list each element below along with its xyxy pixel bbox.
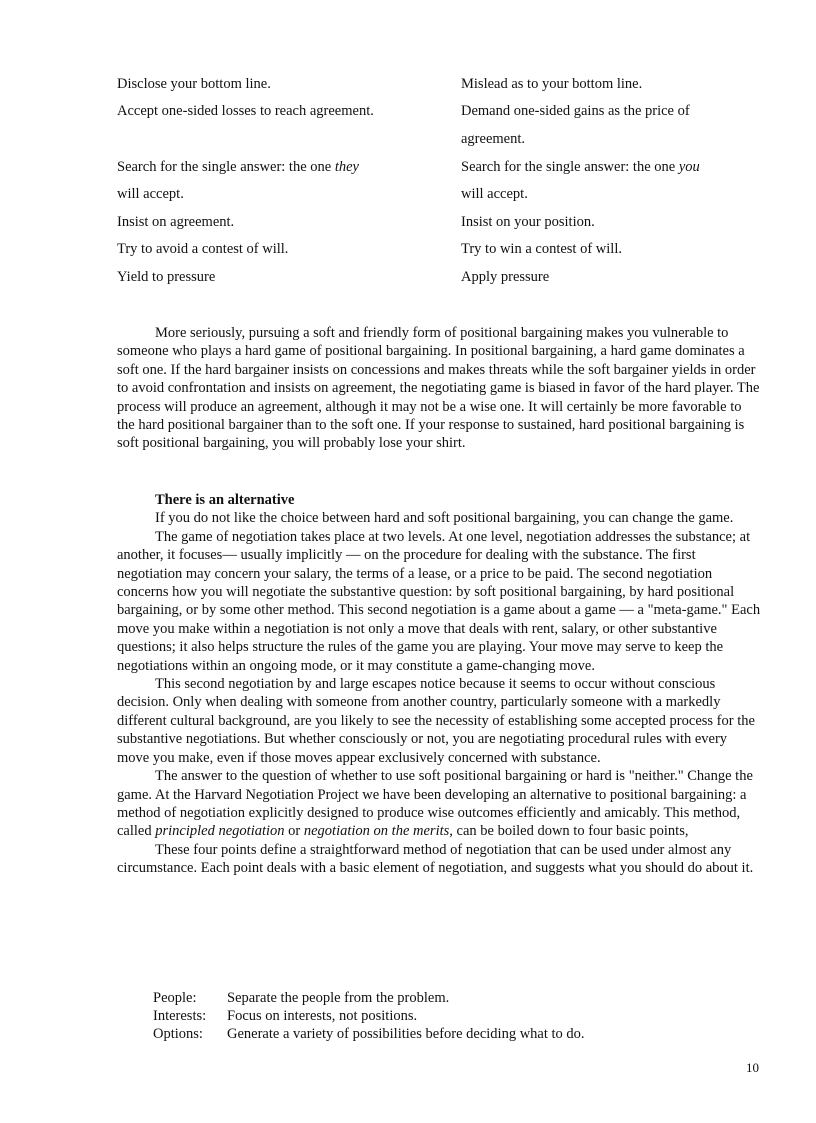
soft-cell: Disclose your bottom line. bbox=[117, 76, 271, 92]
hard-cell: Try to win a contest of will. bbox=[461, 241, 622, 257]
paragraph: If you do not like the choice between hard and soft positional bargaining, you can change the game. bbox=[155, 510, 734, 527]
emphasis-term: principled negotiation bbox=[155, 823, 285, 840]
hard-cell: Demand one-sided gains as the price of bbox=[461, 103, 690, 119]
page-number: 10 bbox=[746, 1060, 759, 1075]
list-item bbox=[153, 1007, 585, 1025]
soft-cell: Insist on agreement. bbox=[117, 214, 235, 230]
soft-cell bbox=[117, 154, 447, 181]
paragraph-text: or bbox=[284, 823, 304, 840]
hard-cell: Mislead as to your bottom line. bbox=[461, 76, 643, 92]
list-item bbox=[153, 989, 585, 1007]
principle-text: Separate the people from the problem. bbox=[227, 990, 450, 1006]
soft-cell: Try to avoid a contest of will. bbox=[117, 241, 289, 257]
comparison-row bbox=[117, 126, 737, 153]
list-item bbox=[153, 1025, 585, 1043]
principles-list bbox=[153, 989, 585, 1043]
principle-label: People: bbox=[153, 990, 197, 1006]
comparison-row bbox=[117, 236, 737, 263]
soft-cell-text: Search for the single answer: the one bbox=[117, 159, 335, 175]
principle-label: Options: bbox=[153, 1026, 203, 1042]
body-section bbox=[117, 491, 761, 878]
comparison-row bbox=[117, 209, 737, 236]
paragraph-text: The answer to the question of whether to use soft positional bargaining or hard is "neither." Change the game. At the Harvard Negotiation Project we have been developing an alternative to positional bargaining: a method of negotiation explicitly designed to produce wise outcomes efficiently and amicably. This method, called bbox=[117, 768, 753, 840]
hard-cell: Insist on your position. bbox=[461, 214, 595, 230]
paragraph bbox=[117, 767, 761, 841]
principle-text: Focus on interests, not positions. bbox=[227, 1008, 418, 1024]
soft-cell-emphasis: they bbox=[334, 159, 359, 175]
principle-text: Generate a variety of possibilities before deciding what to do. bbox=[227, 1026, 585, 1042]
paragraph-text: can be boiled down to four basic points, bbox=[452, 823, 689, 840]
comparison-row bbox=[117, 264, 737, 291]
hard-cell bbox=[461, 154, 751, 181]
soft-cell: Yield to pressure bbox=[117, 269, 216, 285]
section-heading: There is an alternative bbox=[155, 492, 295, 508]
comparison-row bbox=[117, 181, 737, 208]
soft-cell: Accept one-sided losses to reach agreement. bbox=[117, 103, 374, 119]
body-section bbox=[117, 324, 761, 453]
principle-label: Interests: bbox=[153, 1008, 207, 1024]
hard-cell: agreement. bbox=[461, 131, 526, 147]
paragraph: More seriously, pursuing a soft and friendly form of positional bargaining makes you vulnerable to someone who plays a hard game of positional bargaining. In positional bargaining, a hard game dominates a soft one. If the hard bargainer insists on concessions and makes threats while the soft bargainer yields in order to avoid confrontation and insists on agreement, the negotiating game is biased in favor of the hard player. The process will produce an agreement, although it may not be a wise one. It will certainly be more favorable to the hard positional bargainer than to the soft one. If your response to sustained, hard positional bargaining is soft positional bargaining, you will probably lose your shirt. bbox=[117, 325, 760, 452]
hard-cell: Apply pressure bbox=[461, 269, 550, 285]
paragraph: This second negotiation by and large escapes notice because it seems to occur without conscious decision. Only when dealing with someone from another country, particularly someone with a markedly different cultural background, are you likely to see the necessity of establishing some accepted process for the substantive negotiations. But whether consciously or not, you are negotiating procedural rules with every move you make, even if those moves appear exclusively concerned with substance. bbox=[117, 676, 755, 766]
hard-cell-text: Search for the single answer: the one bbox=[461, 159, 679, 175]
hard-cell: will accept. bbox=[461, 186, 528, 202]
comparison-row bbox=[117, 71, 737, 98]
emphasis-term: negotiation on the merits, bbox=[303, 823, 453, 840]
comparison-row bbox=[117, 154, 737, 181]
paragraph: These four points define a straightforward method of negotiation that can be used under almost any circumstance. Each point deals with a basic element of negotiation, and suggests what you should do about it. bbox=[117, 841, 754, 877]
comparison-row bbox=[117, 98, 737, 125]
paragraph: The game of negotiation takes place at two levels. At one level, negotiation addresses the substance; at another, it focuses— usually implicitly — on the procedure for dealing with the substance. The first negotiation may concern your salary, the terms of a lease, or a price to be paid. The second negotiation concerns how you will negotiate the substantive question: by soft positional bargaining, by hard positional bargaining, or by some other method. This second negotiation is a game about a game — a "meta-game." Each move you make within a negotiation is not only a move that deals with rent, salary, or other substantive questions; it also helps structure the rules of the game you are playing. Your move may serve to keep the negotiations within an ongoing mode, or it may constitute a game-changing move. bbox=[117, 528, 761, 674]
hard-cell-emphasis: you bbox=[678, 159, 700, 175]
soft-cell: will accept. bbox=[117, 186, 184, 202]
